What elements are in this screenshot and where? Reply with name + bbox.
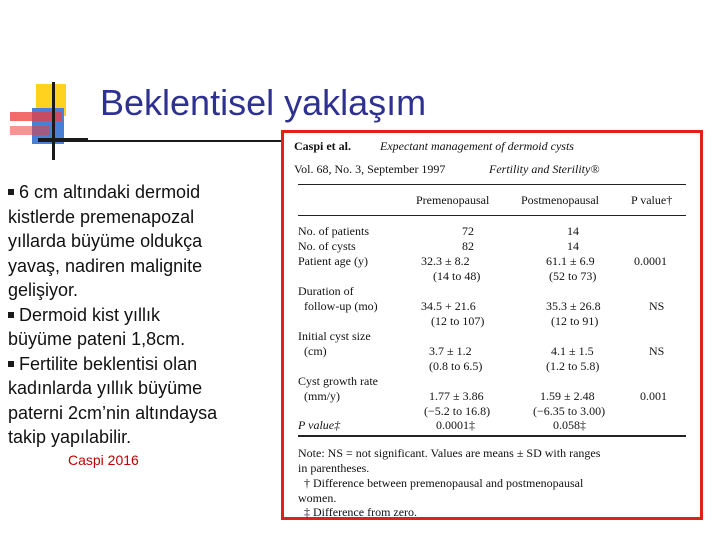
rule-header xyxy=(298,215,686,216)
row-label: Duration of xyxy=(298,284,354,298)
cell-premenopausal: 1.77 ± 3.86 xyxy=(429,389,484,403)
paper-table-excerpt xyxy=(281,130,703,520)
row-label: No. of patients xyxy=(298,224,369,238)
cell-premenopausal-range: (12 to 107) xyxy=(431,314,485,328)
cell-postmenopausal: 4.1 ± 1.5 xyxy=(551,344,594,358)
bullet-list xyxy=(8,180,278,450)
row-label: Patient age (y) xyxy=(298,254,368,268)
row-label: (cm) xyxy=(304,344,327,358)
row-label: No. of cysts xyxy=(298,239,356,253)
cell-postmenopausal: 61.1 ± 6.9 xyxy=(546,254,595,268)
cell-postmenopausal-range: (1.2 to 5.8) xyxy=(546,359,600,373)
table-note: † Difference between premenopausal and postmenopausal xyxy=(304,476,584,490)
paper-volume: Vol. 68, No. 3, September 1997 xyxy=(294,162,446,176)
cell-postmenopausal: 0.058‡ xyxy=(553,418,586,432)
row-label: follow-up (mo) xyxy=(304,299,378,313)
cell-postmenopausal: 14 xyxy=(567,224,579,238)
citation: Caspi 2016 xyxy=(68,452,139,468)
row-label: Cyst growth rate xyxy=(298,374,378,388)
cell-p-value: NS xyxy=(649,299,665,313)
cell-postmenopausal: 14 xyxy=(567,239,579,253)
cell-premenopausal-range: (−5.2 to 16.8) xyxy=(424,404,491,418)
row-label: Initial cyst size xyxy=(298,329,371,343)
bullet-1: 6 cm altındaki dermoid kistlerde premenapozal yıllarda büyüme oldukça yavaş, nadiren malignite gelişiyor. xyxy=(8,182,203,300)
bullet-2: Dermoid kist yıllık büyüme pateni 1,8cm. xyxy=(8,304,186,349)
cell-premenopausal: 82 xyxy=(462,239,474,253)
cell-premenopausal: 34.5 + 21.6 xyxy=(421,299,476,313)
cell-postmenopausal: 35.3 ± 26.8 xyxy=(546,299,601,313)
cell-premenopausal: 32.3 ± 8.2 xyxy=(421,254,470,268)
table-note: women. xyxy=(298,491,337,505)
cell-premenopausal-range: (0.8 to 6.5) xyxy=(429,359,483,373)
bullet-marker-icon xyxy=(8,361,14,367)
bullet-marker-icon xyxy=(8,189,14,195)
cell-premenopausal: 72 xyxy=(462,224,474,238)
cell-premenopausal: 3.7 ± 1.2 xyxy=(429,344,472,358)
bullet-3: Fertilite beklentisi olan kadınlarda yıllık büyüme paterni 2cm’nin altındaysa takip yapılabilir. xyxy=(8,353,218,447)
row-label: P value‡ xyxy=(298,418,341,432)
cell-postmenopausal-range: (12 to 91) xyxy=(551,314,599,328)
table-note: ‡ Difference from zero. xyxy=(304,505,418,519)
paper-header-title: Expectant management of dermoid cysts xyxy=(380,139,574,153)
table-note: Note: NS = not significant. Values are means ± SD with ranges xyxy=(298,446,601,460)
rule-bottom xyxy=(298,435,686,437)
cell-p-value: 0.0001 xyxy=(634,254,667,268)
rule-top xyxy=(298,184,686,185)
slide-template-logo xyxy=(8,82,88,162)
table-note: in parentheses. xyxy=(298,461,370,475)
column-header: P value† xyxy=(631,193,673,207)
cell-postmenopausal-range: (−6.35 to 3.00) xyxy=(533,404,606,418)
paper-journal: Fertility and Sterility® xyxy=(489,162,600,176)
paper-header-authors: Caspi et al. xyxy=(294,139,351,153)
cell-p-value: NS xyxy=(649,344,665,358)
row-label: (mm/y) xyxy=(304,389,340,403)
column-header: Postmenopausal xyxy=(521,193,599,207)
column-header: Premenopausal xyxy=(416,193,490,207)
title-underline xyxy=(38,140,298,142)
slide-title: Beklentisel yaklaşım xyxy=(100,82,427,123)
cell-postmenopausal-range: (52 to 73) xyxy=(549,269,597,283)
cell-premenopausal-range: (14 to 48) xyxy=(433,269,481,283)
cell-p-value: 0.001 xyxy=(640,389,667,403)
cell-premenopausal: 0.0001‡ xyxy=(436,418,475,432)
cell-postmenopausal: 1.59 ± 2.48 xyxy=(540,389,595,403)
bullet-marker-icon xyxy=(8,312,14,318)
